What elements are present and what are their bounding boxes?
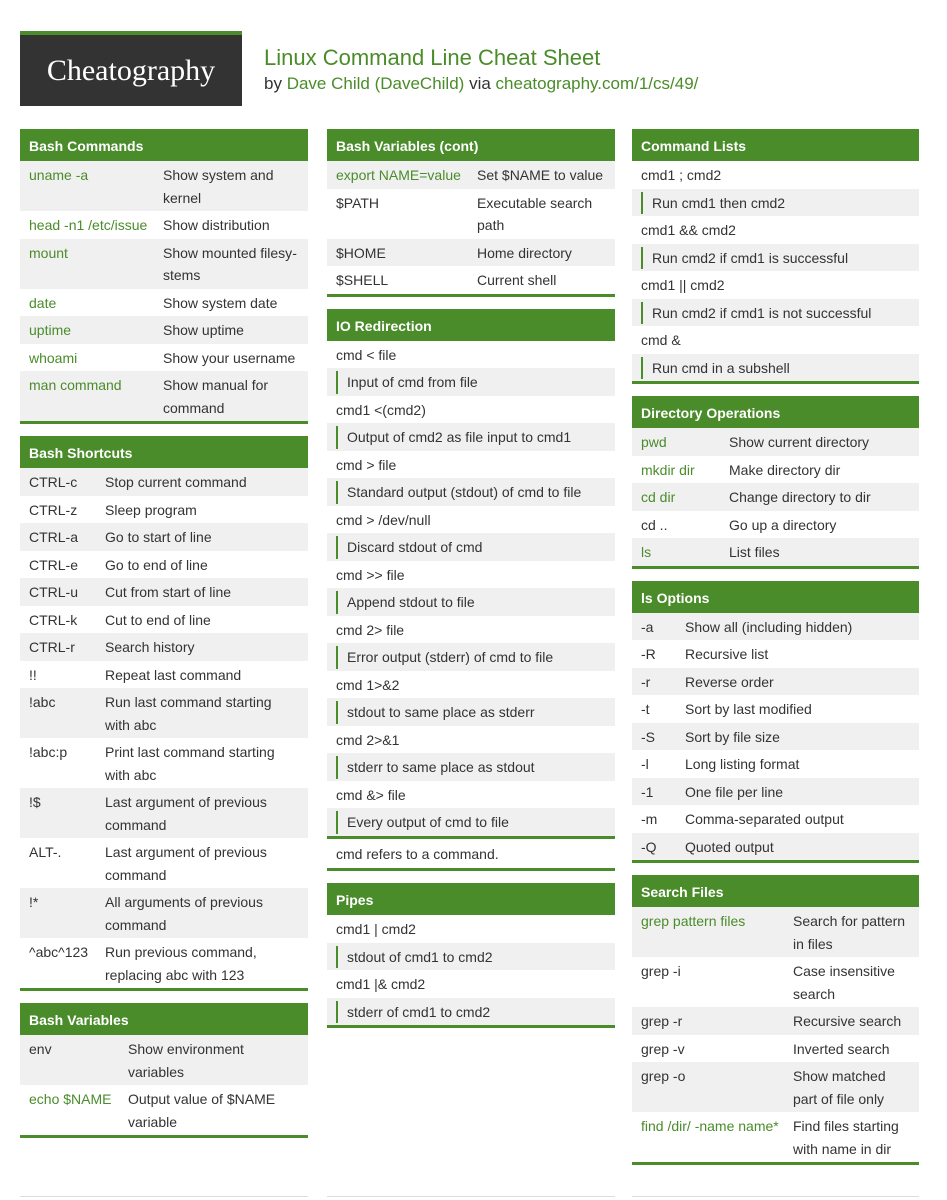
- table-row: [20, 211, 308, 239]
- shortcut-cell: CTRL-z: [29, 501, 78, 518]
- description-cell: Change directory to dir: [729, 489, 871, 505]
- example-description: [327, 753, 615, 781]
- example-description: [327, 588, 615, 616]
- description-cell: Set $NAME to value: [477, 167, 604, 183]
- command-cell: man command: [29, 377, 122, 393]
- variable-cell: $SHELL: [336, 272, 389, 288]
- search-files-section: [632, 875, 919, 1165]
- shortcut-cell: CTRL-u: [29, 584, 79, 600]
- io-redirection-section: [327, 309, 615, 872]
- variable-cell: export NAME=value: [336, 167, 461, 183]
- ls-options-section: [632, 581, 919, 864]
- table-row: [20, 523, 308, 551]
- description-text: Standard output (stdout) of cmd to file: [336, 481, 606, 504]
- pipes-section: [327, 883, 615, 1028]
- option-cell: -m: [641, 811, 658, 827]
- example-description: [327, 643, 615, 671]
- description-cell: Cut to end of line: [105, 611, 211, 628]
- shortcut-cell: !$: [29, 794, 41, 810]
- command-cell: grep -o: [641, 1068, 686, 1084]
- command-cell: cd ..: [641, 516, 668, 533]
- shortcut-cell: ALT-.: [29, 844, 62, 860]
- option-cell: -R: [641, 646, 656, 662]
- search-files-table: [632, 907, 919, 1162]
- byline-via: via: [469, 74, 491, 93]
- column-3: [632, 129, 919, 1177]
- example-command: cmd1 ; cmd2: [641, 167, 722, 183]
- table-row: [20, 788, 308, 838]
- bash-commands-table: [20, 161, 308, 421]
- description-cell: Show mounted filesystems: [163, 244, 297, 283]
- table-row: [20, 1035, 308, 1085]
- description-text: Error output (stderr) of cmd to file: [336, 646, 606, 669]
- command-cell: mkdir dir: [641, 461, 695, 478]
- directory-operations-table: [632, 428, 919, 566]
- description-cell: Stop current command: [105, 474, 247, 490]
- table-row: [327, 239, 615, 267]
- bash-variables-section: [20, 1003, 308, 1138]
- command-cell: pwd: [641, 434, 667, 450]
- table-row: [632, 1035, 919, 1063]
- description-cell: Find files starting with name in dir: [793, 1118, 899, 1157]
- table-row: [20, 1085, 308, 1135]
- description-cell: Reverse order: [685, 673, 774, 690]
- table-row: [632, 1112, 919, 1162]
- footer-rule: [327, 1196, 615, 1197]
- description-text: Discard stdout of cmd: [336, 536, 606, 559]
- table-row: [20, 938, 308, 988]
- description-cell: Show distribution: [163, 217, 270, 233]
- section-title: Bash Variables (cont): [327, 129, 615, 161]
- option-cell: -a: [641, 618, 654, 635]
- example-command: cmd 1>&2: [336, 676, 400, 693]
- command-lists-section: [632, 129, 919, 384]
- description-cell: One file per line: [685, 783, 784, 800]
- description-cell: Case insensitive search: [793, 963, 895, 1002]
- description-cell: Repeat last command: [105, 666, 242, 683]
- description-cell: Last argument of previous command: [105, 844, 267, 883]
- table-row: [327, 161, 615, 189]
- shortcut-cell: CTRL-r: [29, 639, 75, 655]
- example-description: [327, 698, 615, 726]
- table-row: [20, 551, 308, 579]
- section-title: Search Files: [632, 875, 919, 907]
- description-cell: Inverted search: [793, 1040, 890, 1057]
- table-row: [20, 496, 308, 524]
- example-description: [632, 354, 919, 382]
- example-command: cmd 2> file: [336, 621, 405, 638]
- description-cell: Cut from start of line: [105, 584, 232, 600]
- description-text: Run cmd in a subshell: [641, 357, 910, 380]
- command-cell: ls: [641, 544, 652, 560]
- command-lists-list: [632, 161, 919, 381]
- table-row: [632, 778, 919, 806]
- description-cell: Sleep program: [105, 501, 197, 518]
- bash-commands-section: [20, 129, 308, 424]
- table-row: [632, 428, 919, 456]
- bash-variables-cont-section: [327, 129, 615, 297]
- example-command: cmd1 && cmd2: [641, 222, 736, 238]
- description-cell: Go to end of line: [105, 556, 208, 573]
- description-cell: Last argument of previous command: [105, 794, 267, 833]
- author-link[interactable]: Dave Child (DaveChild): [286, 74, 465, 93]
- table-row: [632, 640, 919, 668]
- shortcut-cell: CTRL-c: [29, 474, 78, 490]
- description-cell: Search for pattern in files: [793, 913, 906, 952]
- section-title: Bash Commands: [20, 129, 308, 161]
- table-row: [20, 633, 308, 661]
- shortcut-cell: !abc: [29, 694, 56, 710]
- io-redirection-list: [327, 341, 615, 836]
- description-cell: Show environment variables: [128, 1041, 244, 1080]
- table-row: [327, 189, 615, 239]
- table-row: [20, 289, 308, 317]
- description-cell: Show system and kernel: [163, 167, 274, 206]
- description-cell: Show manual for command: [163, 377, 269, 416]
- description-cell: Show all (including hidden): [685, 618, 853, 635]
- table-row: [632, 907, 919, 957]
- section-title: Command Lists: [632, 129, 919, 161]
- example-description: [327, 808, 615, 836]
- option-cell: -1: [641, 783, 654, 800]
- command-cell: grep pattern files: [641, 913, 746, 929]
- description-cell: All arguments of previous command: [105, 894, 263, 933]
- description-text: stdout to same place as stderr: [336, 701, 606, 724]
- table-row: [632, 483, 919, 511]
- bash-shortcuts-table: [20, 468, 308, 988]
- description-cell: Show matched part of file only: [793, 1068, 886, 1107]
- example-description: [632, 189, 919, 217]
- table-row: [20, 344, 308, 372]
- shortcut-cell: CTRL-k: [29, 611, 78, 628]
- description-text: stderr of cmd1 to cmd2: [336, 1001, 606, 1024]
- command-cell: date: [29, 294, 57, 311]
- description-text: Input of cmd from file: [336, 371, 606, 394]
- table-row: [632, 750, 919, 778]
- section-title: Pipes: [327, 883, 615, 915]
- table-row: [20, 688, 308, 738]
- bash-shortcuts-section: [20, 436, 308, 991]
- option-cell: -S: [641, 728, 655, 745]
- sheet-url-link[interactable]: cheatography.com/1/cs/49/: [495, 74, 699, 93]
- shortcut-cell: !abc:p: [29, 744, 68, 760]
- description-cell: Executable search path: [477, 194, 593, 233]
- section-title: Bash Shortcuts: [20, 436, 308, 468]
- description-cell: List files: [729, 544, 780, 560]
- section-title: IO Redirection: [327, 309, 615, 341]
- example-description: [327, 423, 615, 451]
- variable-cell: echo $NAME: [29, 1091, 112, 1107]
- description-cell: Make directory dir: [729, 461, 841, 478]
- table-row: [632, 695, 919, 723]
- command-cell: uname -a: [29, 167, 89, 183]
- description-text: Append stdout to file: [336, 591, 606, 614]
- example-command: cmd > /dev/null: [336, 511, 431, 528]
- table-row: [20, 661, 308, 689]
- table-row: [20, 738, 308, 788]
- example-description: [327, 478, 615, 506]
- footer-rule: [632, 1196, 919, 1197]
- table-row: [327, 266, 615, 294]
- example-description: [327, 998, 615, 1026]
- table-row: [632, 723, 919, 751]
- table-row: [20, 239, 308, 289]
- command-cell: grep -r: [641, 1013, 683, 1029]
- example-command: cmd1 <(cmd2): [336, 401, 426, 418]
- example-command: cmd > file: [336, 456, 397, 473]
- bash-variables-cont-table: [327, 161, 615, 294]
- example-command: cmd1 | cmd2: [336, 921, 416, 937]
- table-row: [632, 957, 919, 1007]
- table-row: [20, 838, 308, 888]
- description-cell: Search history: [105, 639, 195, 655]
- description-cell: Long listing format: [685, 756, 800, 772]
- example-description: [327, 533, 615, 561]
- description-text: Every output of cmd to file: [336, 811, 606, 834]
- section-title: Directory Operations: [632, 396, 919, 428]
- example-command: cmd >> file: [336, 566, 405, 583]
- example-description: [327, 368, 615, 396]
- command-cell: grep -v: [641, 1040, 685, 1057]
- example-command: cmd1 |& cmd2: [336, 976, 426, 992]
- section-title: Bash Variables: [20, 1003, 308, 1035]
- table-row: [632, 1062, 919, 1112]
- description-cell: Show uptime: [163, 322, 244, 338]
- description-cell: Show system date: [163, 294, 278, 311]
- shortcut-cell: ^abc^123: [29, 944, 89, 960]
- command-cell: find /dir/ -name name*: [641, 1118, 779, 1134]
- description-cell: Quoted output: [685, 838, 774, 855]
- shortcut-cell: !!: [29, 666, 37, 683]
- example-description: [327, 943, 615, 971]
- description-text: Output of cmd2 as file input to cmd1: [336, 426, 606, 449]
- table-row: [632, 1007, 919, 1035]
- section-title: ls Options: [632, 581, 919, 613]
- option-cell: -r: [641, 673, 651, 690]
- byline-prefix: by: [264, 74, 282, 93]
- example-command: cmd 2>&1: [336, 731, 400, 748]
- variable-cell: $HOME: [336, 244, 386, 261]
- shortcut-cell: CTRL-a: [29, 529, 79, 545]
- table-row: [20, 161, 308, 211]
- column-1: [20, 129, 308, 1150]
- table-row: [632, 805, 919, 833]
- description-cell: Go to start of line: [105, 529, 212, 545]
- description-cell: Output value of $NAME variable: [128, 1091, 276, 1130]
- variable-cell: $PATH: [336, 194, 380, 211]
- description-cell: Go up a directory: [729, 516, 837, 533]
- example-command: cmd &> file: [336, 786, 406, 803]
- description-cell: Home directory: [477, 244, 572, 261]
- description-cell: Show current directory: [729, 434, 870, 450]
- description-cell: Run previous command, replacing abc with 123: [105, 944, 257, 983]
- description-cell: Recursive list: [685, 646, 769, 662]
- description-text: Run cmd2 if cmd1 is not successful: [641, 302, 910, 325]
- option-cell: -t: [641, 701, 650, 717]
- table-row: [20, 468, 308, 496]
- page-title: Linux Command Line Cheat Sheet: [264, 45, 601, 70]
- pipes-list: [327, 915, 615, 1025]
- ls-options-table: [632, 613, 919, 861]
- table-row: [20, 371, 308, 421]
- column-2: [327, 129, 615, 1040]
- description-cell: Current shell: [477, 272, 557, 288]
- cheatography-logo[interactable]: [20, 31, 242, 106]
- command-cell: grep -i: [641, 963, 681, 979]
- example-description: [632, 299, 919, 327]
- directory-operations-section: [632, 396, 919, 569]
- shortcut-cell: !*: [29, 894, 39, 910]
- command-cell: whoami: [29, 349, 78, 366]
- table-row: [20, 578, 308, 606]
- example-command: cmd < file: [336, 346, 397, 363]
- table-row: [632, 538, 919, 566]
- variable-cell: env: [29, 1041, 52, 1057]
- description-cell: Run last command starting with abc: [105, 694, 272, 733]
- description-cell: Print last command starting with abc: [105, 744, 275, 783]
- description-cell: Show your username: [163, 349, 296, 366]
- command-cell: head -n1 /etc/issue: [29, 217, 148, 233]
- table-row: [632, 668, 919, 696]
- byline: [264, 74, 698, 94]
- command-cell: uptime: [29, 322, 72, 338]
- description-cell: Sort by file size: [685, 728, 780, 745]
- table-row: [632, 613, 919, 641]
- example-command: cmd &: [641, 332, 681, 348]
- example-command: cmd1 || cmd2: [641, 277, 725, 293]
- shortcut-cell: CTRL-e: [29, 556, 79, 573]
- table-row: [632, 456, 919, 484]
- description-text: stdout of cmd1 to cmd2: [336, 946, 606, 969]
- option-cell: -Q: [641, 838, 657, 855]
- description-cell: Recursive search: [793, 1013, 902, 1029]
- description-cell: Sort by last modified: [685, 701, 812, 717]
- table-row: [20, 316, 308, 344]
- table-row: [632, 511, 919, 539]
- description-text: Run cmd2 if cmd1 is successful: [641, 247, 910, 270]
- description-cell: Comma-separated output: [685, 811, 844, 827]
- logo-text: Cheatography: [46, 53, 216, 87]
- bash-variables-table: [20, 1035, 308, 1135]
- description-text: stderr to same place as stdout: [336, 756, 606, 779]
- table-row: [20, 606, 308, 634]
- command-cell: cd dir: [641, 489, 676, 505]
- table-row: [20, 888, 308, 938]
- section-note: cmd refers to a command.: [327, 836, 615, 869]
- example-description: [632, 244, 919, 272]
- command-cell: mount: [29, 244, 68, 261]
- description-text: Run cmd1 then cmd2: [641, 192, 910, 215]
- footer-rule: [20, 1196, 308, 1197]
- table-row: [632, 833, 919, 861]
- option-cell: -l: [641, 756, 649, 772]
